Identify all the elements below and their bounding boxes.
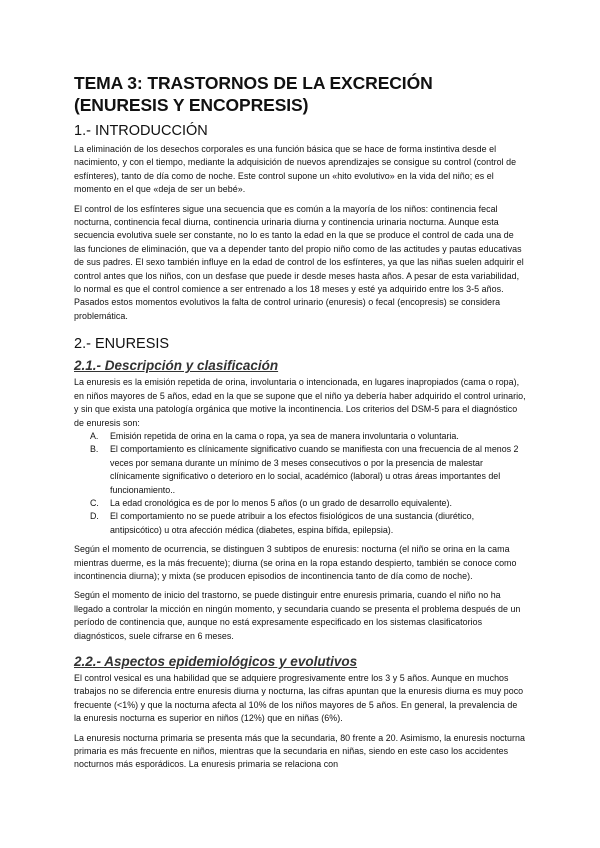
epidemiology-paragraph-2: La enuresis nocturna primaria se presenta más que la secundaria, 80 frente a 20. Asimismo, la enuresis nocturna primaria es más frecuente en niños, mientras que la secundaria en niñas, siendo en este caso los accidentes nocturnos más esporádicos. La enuresis primaria se relaciona con (74, 732, 526, 770)
subtypes-paragraph: Según el momento de ocurrencia, se distinguen 3 subtipos de enuresis: nocturna (el niño se orina en la cama mientras duerme, es la más frecuente); diurna (se orina en la ropa estando despierto, también se conoce como incontinencia diurna); y mixta (se producen episodios de incontinencia tanto de día como de noche). (74, 544, 517, 581)
criteria-text: Emisión repetida de orina en la cama o ropa, ya sea de manera involuntaria o voluntaria. (110, 430, 459, 441)
criteria-marker: D. (90, 511, 99, 522)
criteria-marker: A. (90, 430, 99, 441)
intro-paragraph-2: El control de los esfínteres sigue una secuencia que es común a la mayoría de los niños: continencia fecal nocturna, continencia fecal diurna, continencia urinaria diurna y continencia urinaria nocturna. Aunque esta secuencia evolutiva suele ser constante, no lo es tanto la edad en la que se produce el control de cada una de las funciones de eliminación, que va a depender tanto del propio niño como de las actitudes y pautas educativas de sus padres. El sexo también influye en la edad de control de los esfínteres, ya que las niñas suelen adquirir el control antes que los niños, con un desfase que puede ir desde meses hasta años. A pesar de esta variabilidad, lo normal es que el control comience a ser entrenado a los 18 meses y esté ya adquirido entre los 3-5 años. Pasados estos momentos evolutivos la falta de control urinario (enuresis) o fecal (encopresis) se considera problemática. (74, 203, 524, 321)
criteria-item (90, 510, 526, 537)
subsection-heading-epidemiologia: 2.2.- Aspectos epidemiológicos y evolutivos (74, 654, 358, 669)
onset-paragraph: Según el momento de inicio del trastorno, se puede distinguir entre enuresis primaria, cuando el niño no ha llegado a controlar la micción en ningún momento, y secundaria cuando se presenta el problema después de un período de continencia que, aunque no está expresamente especificado en los sistemas clasificatorios diagnósticos, suele cifrarse en 6 meses. (74, 590, 521, 641)
dsm5-criteria-list (74, 430, 526, 537)
criteria-item (90, 443, 526, 497)
criteria-item (90, 430, 526, 443)
epidemiology-paragraph-1: El control vesical es una habilidad que se adquiere progresivamente entre los 3 y 5 años. Aunque en muchos trabajos no se diferencia entre enuresis diurna y nocturna, las cifras apuntan que la enuresis diurna es muy poco frecuente (<1%) y que la nocturna afecta al 10% de los niños mayores de 5 años. En general, la prevalencia de la enuresis nocturna es superior en niños (12%) que en niñas (6%). (74, 673, 524, 724)
criteria-text: El comportamiento es clínicamente significativo cuando se manifiesta con una frecuencia de al menos 2 veces por semana durante un mínimo de 3 meses consecutivos o por la presencia de malestar clínicamente significativo o deterioro en lo social, académico (laboral) u otras áreas importantes del funcionamiento.. (110, 444, 519, 495)
criteria-marker: B. (90, 444, 99, 455)
title-line-2: (ENURESIS Y ENCOPRESIS) (74, 95, 309, 115)
title-line-1: TEMA 3: TRASTORNOS DE LA EXCRECIÓN (74, 73, 433, 93)
criteria-text: El comportamiento no se puede atribuir a los efectos fisiológicos de una sustancia (diurético, antipsicótico) u otra afección médica (diabetes, espina bífida, epilepsia). (110, 511, 475, 535)
section-heading-enuresis: 2.- ENURESIS (74, 336, 170, 353)
criteria-text: La edad cronológica es de por lo menos 5 años (o un grado de desarrollo equivalente). (110, 497, 452, 508)
section-heading-introduccion: 1.- INTRODUCCIÓN (74, 123, 208, 139)
criteria-marker: C. (90, 497, 99, 508)
subsection-heading-descripcion: 2.1.- Descripción y clasificación (74, 358, 279, 374)
document-title (74, 72, 526, 116)
intro-paragraph-1: La eliminación de los desechos corporales es una función básica que se hace de forma instintiva desde el nacimiento, y con el tiempo, mediante la adquisición de nuevos aprendizajes se consigue su control (control de esfínteres), tanto de día como de noche. Este control supone un «hito evolutivo» en la vida del niño; es el momento en el que «deja de ser un bebé». (74, 144, 517, 195)
criteria-item (90, 497, 526, 510)
enuresis-definition-paragraph: La enuresis es la emisión repetida de orina, involuntaria o intencionada, en lugares inapropiados (cama o ropa), en niños mayores de 5 años, edad en la que se supone que el niño ya debería haber adquirido el control urinario, y sin que exista una patología orgánica que motive la incontinencia. Los criterios del DSM-5 para el diagnóstico de enuresis son: (74, 377, 526, 428)
